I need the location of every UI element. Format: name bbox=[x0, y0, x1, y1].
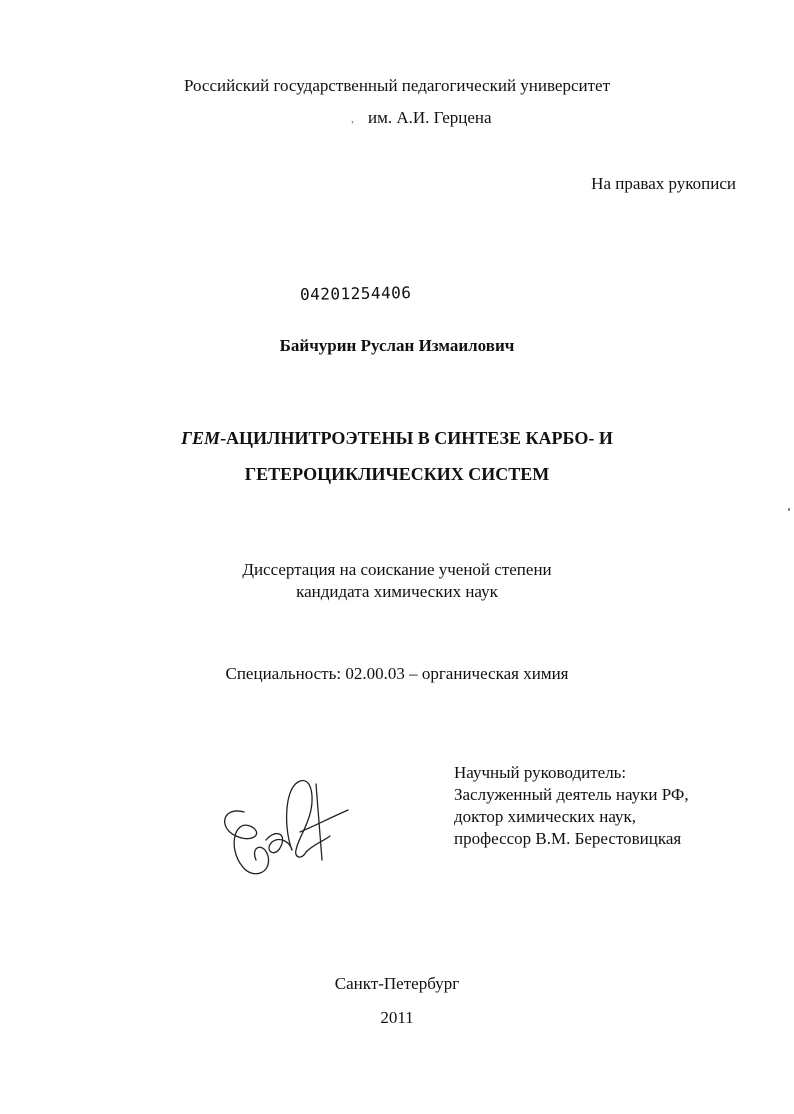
title-prefix-italic: ГЕМ bbox=[181, 428, 221, 448]
manuscript-note: На правах рукописи bbox=[591, 174, 736, 193]
supervisor-block bbox=[454, 762, 689, 850]
title-line-1-rest: -АЦИЛНИТРОЭТЕНЫ В СИНТЕЗЕ КАРБО- И bbox=[220, 428, 613, 448]
university-name-line: им. А.И. Герцена bbox=[368, 108, 492, 127]
handwritten-signature bbox=[214, 770, 364, 890]
supervisor-line-1: Заслуженный деятель науки РФ, bbox=[454, 785, 689, 804]
university-line: Российский государственный педагогический университет bbox=[183, 76, 611, 95]
title-line-1 bbox=[0, 428, 794, 448]
scan-speck bbox=[788, 508, 790, 511]
supervisor-heading: Научный руководитель: bbox=[454, 763, 627, 782]
year-line: 2011 bbox=[380, 1008, 414, 1027]
archive-number-stamp: 04201254406 bbox=[299, 283, 412, 304]
author-name: Байчурин Руслан Измаилович bbox=[279, 336, 515, 355]
supervisor-line-3: профессор В.М. Берестовицкая bbox=[454, 829, 682, 848]
stray-mark: , bbox=[351, 111, 354, 125]
degree-line-2: кандидата химических наук bbox=[296, 582, 498, 601]
city-line: Санкт-Петербург bbox=[334, 974, 460, 993]
supervisor-line-2: доктор химических наук, bbox=[454, 807, 637, 826]
degree-line-1: Диссертация на соискание ученой степени bbox=[242, 560, 552, 579]
specialty-line: Специальность: 02.00.03 – органическая химия bbox=[225, 664, 569, 683]
title-line-2: ГЕТЕРОЦИКЛИЧЕСКИХ СИСТЕМ bbox=[244, 464, 550, 484]
